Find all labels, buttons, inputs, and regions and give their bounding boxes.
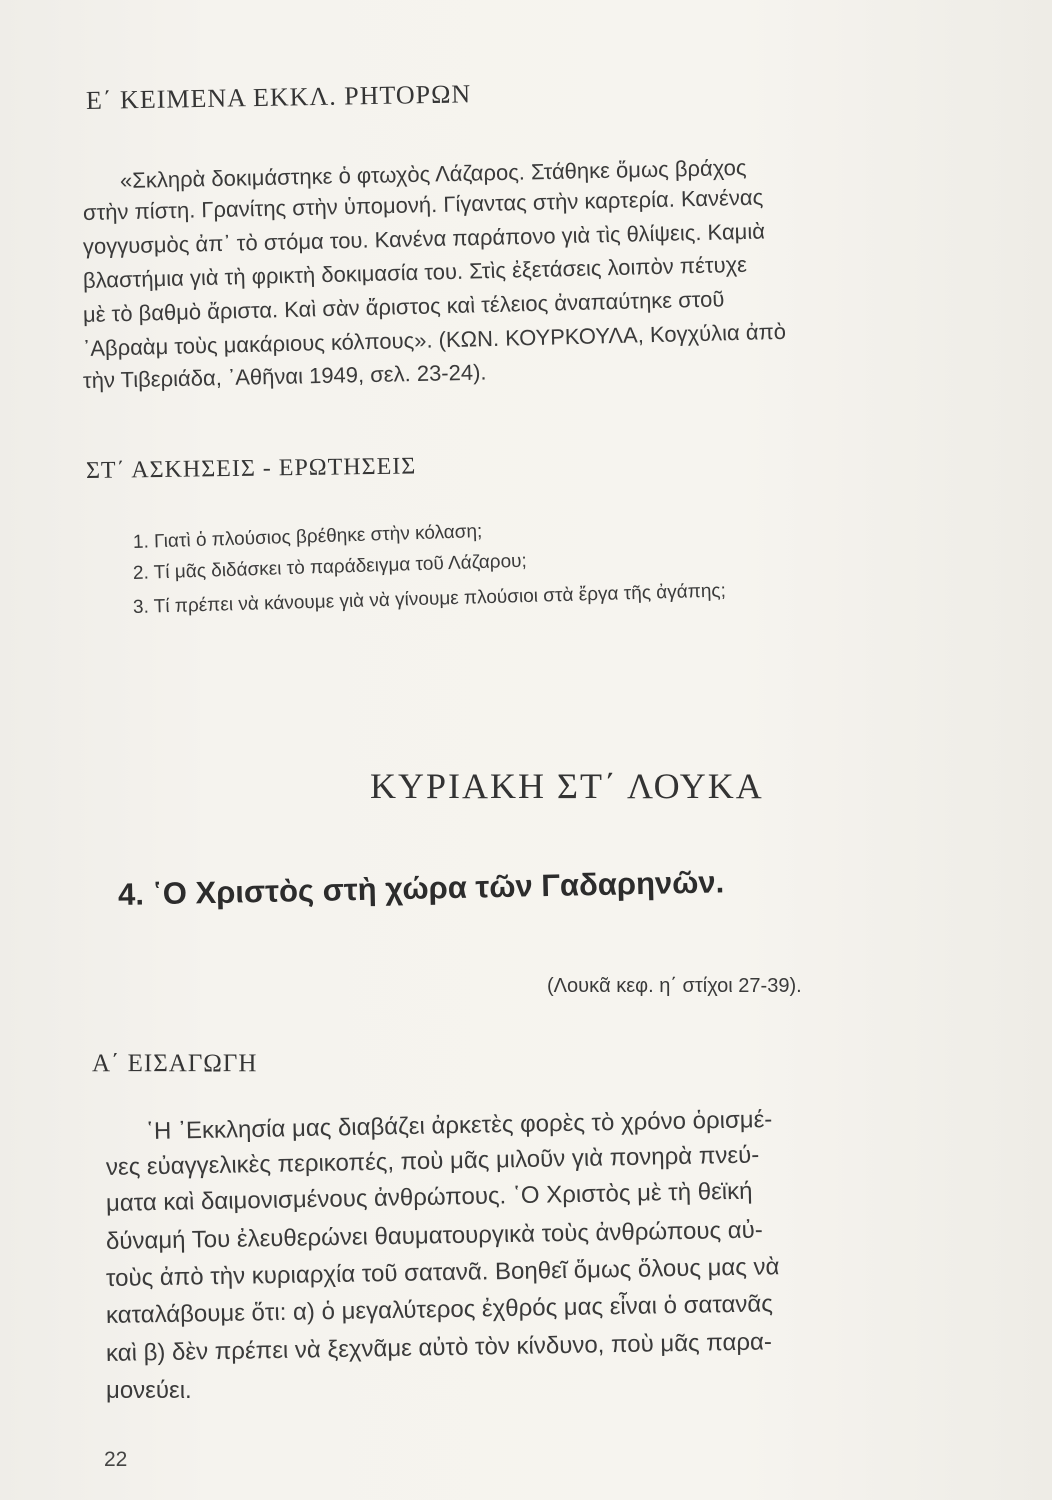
text-line: τὴν Τιβεριάδα, ᾽Αθῆναι 1949, σελ. 23-24). [82, 359, 487, 393]
text-line: στὴν πίστη. Γρανίτης στὴν ὑπομονή. Γίγαντας στὴν καρτερία. Κανένας [82, 184, 764, 225]
section-st-heading: ΣΤ΄ ΑΣΚΗΣΕΙΣ - ΕΡΩΤΗΣΕΙΣ [85, 453, 417, 484]
text-line: μὲ τὸ βαθμὸ ἄριστα. Καὶ σὰν ἄριστος καὶ τέλειος ἀναπαύτηκε στοῦ [82, 286, 725, 327]
text-line: καὶ β) δὲν πρέπει νὰ ξεχνᾶμε αὐτὸ τὸν κίνδυνο, ποὺ μᾶς παρα- [105, 1328, 773, 1367]
section-e-heading: Ε΄ ΚΕΙΜΕΝΑ ΕΚΚΛ. ΡΗΤΟΡΩΝ [85, 79, 472, 115]
text-line: ῾Η ᾽Εκκλησία μας διαβάζει ἀρκετὲς φορὲς τὸ χρόνο ὁρισμέ- [145, 1105, 773, 1145]
text-line: «Σκληρὰ δοκιμάστηκε ὁ φτωχὸς Λάζαρος. Στάθηκε ὅμως βράχος [119, 154, 747, 193]
text-line: τοὺς ἀπὸ τὴν κυριαρχία τοῦ σατανᾶ. Βοηθεῖ ὅμως ὅλους μας νὰ [105, 1253, 780, 1292]
text-line: βλαστήμια γιὰ τὴ φρικτὴ δοκιμασία του. Στὶς ἐξετάσεις λοιπὸν πέτυχε [82, 251, 748, 293]
question-item: 1. Γιατὶ ὁ πλούσιος βρέθηκε στὴν κόλαση; [132, 521, 483, 553]
text-line: καταλάβουμε ὅτι: α) ὁ μεγαλύτερος ἐχθρός μας εἶναι ὁ σατανᾶς [105, 1290, 774, 1329]
text-line: ᾽Αβραὰμ τοὺς μακάριους κόλπους». (ΚΩΝ. ΚΟΥΡΚΟΥΛΑ, Κογχύλια ἀπὸ [82, 318, 787, 361]
text-line: μονεύει. [106, 1377, 192, 1404]
sunday-title: ΚΥΡΙΑΚΗ ΣΤ΄ ΛΟΥΚΑ [370, 766, 764, 806]
question-item: 3. Τί πρέπει νὰ κάνουμε γιὰ νὰ γίνουμε πλούσιοι στὰ ἔργα τῆς ἀγάπης; [132, 580, 727, 618]
chapter-title: 4. ῾Ο Χριστὸς στὴ χώρα τῶν Γαδαρηνῶν. [117, 864, 725, 912]
page-number: 22 [104, 1448, 128, 1471]
text-line: νες εὐαγγελικὲς περικοπές, ποὺ μᾶς μιλοῦν γιὰ πονηρὰ πνεύ- [105, 1141, 760, 1181]
text-line: γογγυσμὸς ἀπ᾽ τὸ στόμα του. Κανένα παράπονο γιὰ τὶς θλίψεις. Καμιὰ [82, 218, 766, 259]
text-line: ματα καὶ δαιμονισμένους ἀνθρώπους. ῾Ο Χριστὸς μὲ τὴ θεϊκή [105, 1177, 753, 1217]
section-a-heading: Α΄ ΕΙΣΑΓΩΓΗ [92, 1050, 258, 1077]
scripture-reference: (Λουκᾶ κεφ. η΄ στίχοι 27-39). [547, 975, 802, 997]
text-line: δύναμή Του ἐλευθερώνει θαυματουργικὰ τοὺς ἀνθρώπους αὐ- [105, 1216, 763, 1255]
question-item: 2. Τί μᾶς διδάσκει τὸ παράδειγμα τοῦ Λάζαρου; [132, 550, 528, 584]
